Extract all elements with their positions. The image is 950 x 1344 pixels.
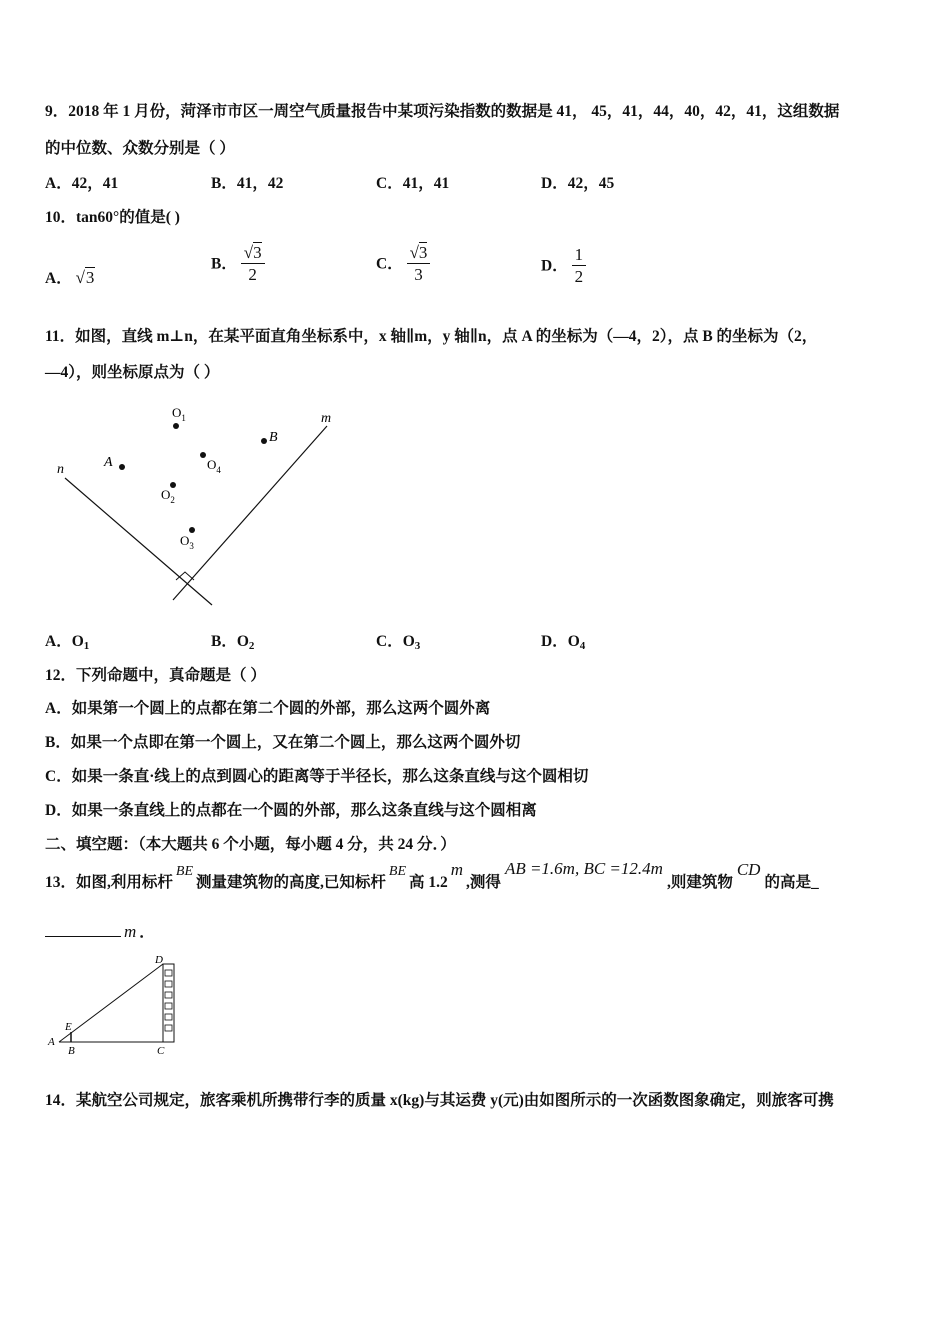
label-o3: $O_3$ bbox=[180, 533, 194, 551]
label-o4: $O_4$ bbox=[207, 457, 221, 475]
q11-option-d: D．$O_4$ bbox=[541, 633, 586, 652]
fraction: $\frac{√3}{3}$ bbox=[407, 243, 431, 286]
line-m bbox=[173, 426, 327, 600]
q13-stem-line2: m ． bbox=[45, 922, 155, 943]
q11-option-c: C．$O_3$ bbox=[376, 633, 421, 652]
q12-option-d: D．如果一条直线上的点都在一个圆的外部，那么这条直线与这个圆相离 bbox=[45, 802, 537, 819]
q12-option-c: C．如果一条直·线上的点到圆心的距离等于半径长，那么这条直线与这个圆相切 bbox=[45, 768, 589, 785]
q9-option-c: C．41，41 bbox=[376, 175, 450, 192]
label-c: C bbox=[157, 1045, 165, 1057]
label-d: D bbox=[155, 954, 163, 966]
label-b: B bbox=[68, 1045, 75, 1057]
q11-option-b: B．$O_2$ bbox=[211, 633, 255, 652]
point-o4 bbox=[200, 452, 206, 458]
q9-option-a: A．42，41 bbox=[45, 175, 119, 192]
point-a bbox=[119, 464, 125, 470]
q10-option-d: D． $\frac{1}{2}$ bbox=[541, 245, 586, 288]
q13-figure bbox=[45, 950, 195, 1060]
sqrt-expression: √3 bbox=[75, 268, 95, 287]
section-heading-fill-in: 二、填空题：（本大题共 6 个小题，每小题 4 分，共 24 分．） bbox=[45, 836, 456, 853]
q10-option-a: A． √3 bbox=[45, 268, 95, 287]
q11-figure bbox=[45, 400, 345, 615]
q10-stem: 10．tan60°的值是( ) bbox=[45, 209, 180, 226]
point-o1 bbox=[173, 423, 179, 429]
q9-stem-line2: 的中位数、众数分别是（ ） bbox=[45, 140, 235, 157]
q12-stem: 12．下列命题中，真命题是（ ） bbox=[45, 667, 266, 684]
q11-stem-line2: —4），则坐标原点为（ ） bbox=[45, 364, 220, 381]
label-a: A bbox=[104, 455, 113, 470]
q9-option-d: D．42，45 bbox=[541, 175, 615, 192]
q12-option-a: A．如果第一个圆上的点都在第二个圆的外部，那么这两个圆外离 bbox=[45, 700, 491, 717]
q13-stem-line1: 13．如图,利用标杆BE测量建筑物的高度,已知标杆BE高 1.2m,测得AB =1.6m, BC =12.4m,则建筑物CD的高是_ bbox=[45, 859, 819, 891]
q14-stem-line1: 14．某航空公司规定，旅客乘机所携带行李的质量 x(kg)与其运费 y(元)由如图所示的一次函数图象确定，则旅客可携 bbox=[45, 1092, 834, 1109]
fraction: $\frac{√3}{2}$ bbox=[241, 243, 265, 286]
window bbox=[165, 992, 172, 998]
q10-option-c: C． $\frac{√3}{3}$ bbox=[376, 243, 430, 286]
label-b: B bbox=[269, 430, 278, 445]
q9-stem-line1: 9．2018 年 1 月份，菏泽市市区一周空气质量报告中某项污染指数的数据是 41， 45，41，44，40，42，41，这组数据 bbox=[45, 103, 840, 120]
label-e: E bbox=[65, 1021, 72, 1033]
q10-option-b: B． $\frac{√3}{2}$ bbox=[211, 243, 265, 286]
window bbox=[165, 1014, 172, 1020]
window bbox=[165, 981, 172, 987]
answer-blank[interactable] bbox=[45, 922, 121, 937]
window bbox=[165, 1003, 172, 1009]
point-o3 bbox=[189, 527, 195, 533]
line-ad bbox=[59, 964, 163, 1042]
window bbox=[165, 1025, 172, 1031]
q11-stem-line1: 11．如图，直线 m⊥n，在某平面直角坐标系中，x 轴∥m，y 轴∥n，点 A 的坐标为（—4，2），点 B 的坐标为（2， bbox=[45, 328, 818, 345]
q11-option-a: A．$O_1$ bbox=[45, 633, 90, 652]
label-n: n bbox=[57, 462, 64, 477]
fraction: $\frac{1}{2}$ bbox=[572, 245, 587, 288]
point-o2 bbox=[170, 482, 176, 488]
q12-option-b: B．如果一个点即在第一个圆上，又在第二个圆上，那么这两个圆外切 bbox=[45, 734, 521, 751]
point-b bbox=[261, 438, 267, 444]
label-o2: $O_2$ bbox=[161, 487, 175, 505]
label-o1: $O_1$ bbox=[172, 405, 186, 423]
q9-option-b: B．41，42 bbox=[211, 175, 284, 192]
label-a: A bbox=[48, 1036, 55, 1048]
window bbox=[165, 970, 172, 976]
label-m: m bbox=[321, 411, 332, 426]
